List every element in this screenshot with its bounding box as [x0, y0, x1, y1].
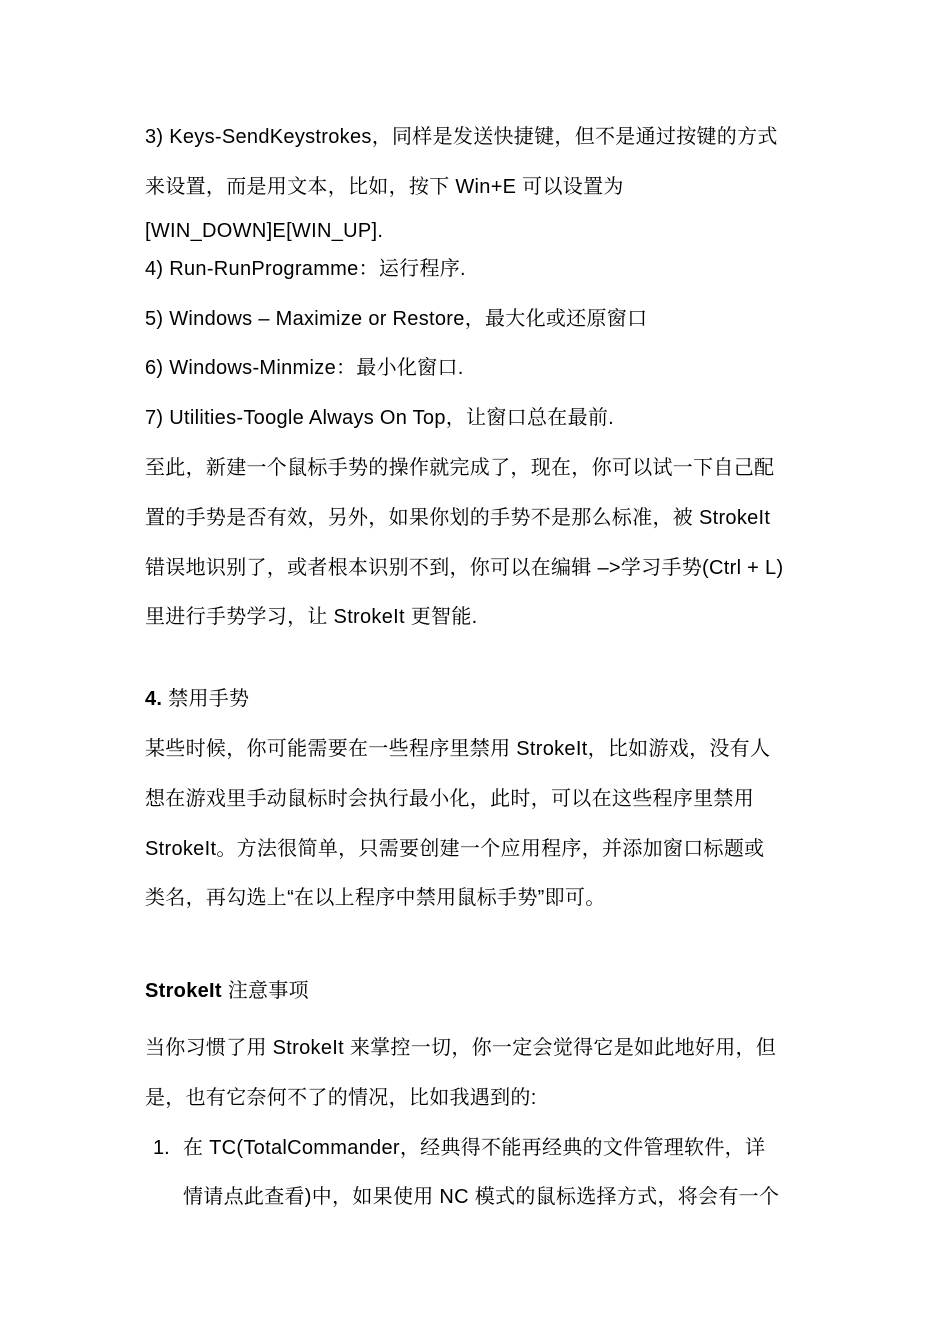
text-line: 里进行手势学习，让 StrokeIt 更智能.	[145, 606, 478, 628]
text-line: 至此，新建一个鼠标手势的操作就完成了，现在，你可以试一下自己配	[145, 457, 775, 479]
text-line: 7) Utilities-Toogle Always On Top，让窗口总在最前.	[145, 407, 615, 429]
section-heading	[145, 979, 309, 1003]
section-number: 4.	[145, 688, 163, 710]
section-title: 注意事项	[227, 980, 309, 1002]
text-line: 错误地识别了，或者根本识别不到，你可以在编辑 –>学习手势(Ctrl + L)	[145, 557, 784, 579]
list-item-line: 情请点此查看)中，如果使用 NC 模式的鼠标选择方式，将会有一个	[183, 1186, 780, 1208]
text-line: 置的手势是否有效，另外，如果你划的手势不是那么标准，被 StrokeIt	[145, 507, 771, 529]
section-heading	[145, 687, 249, 711]
text-line: 某些时候，你可能需要在一些程序里禁用 StrokeIt，比如游戏，没有人	[145, 738, 771, 760]
text-line: 3) Keys-SendKeystrokes，同样是发送快捷键，但不是通过按键的方式	[145, 126, 778, 148]
text-line: 是，也有它奈何不了的情况，比如我遇到的:	[145, 1087, 537, 1109]
text-line: 4) Run-RunProgramme：运行程序.	[145, 258, 466, 280]
text-line: 6) Windows-Minmize：最小化窗口.	[145, 357, 464, 379]
list-item-line: 在 TC(TotalCommander，经典得不能再经典的文件管理软件，详	[183, 1137, 766, 1159]
text-line: 想在游戏里手动鼠标时会执行最小化，此时，可以在这些程序里禁用	[145, 788, 754, 810]
text-line: 5) Windows – Maximize or Restore，最大化或还原窗口	[145, 308, 648, 330]
text-line: 类名，再勾选上“在以上程序中禁用鼠标手势”即可。	[145, 887, 606, 909]
section-title: 禁用手势	[168, 688, 250, 710]
text-line: 来设置，而是用文本，比如，按下 Win+E 可以设置为	[145, 176, 624, 198]
list-number: 1.	[153, 1137, 170, 1159]
section-title-bold: StrokeIt	[145, 980, 222, 1002]
text-line: StrokeIt。方法很简单，只需要创建一个应用程序，并添加窗口标题或	[145, 838, 765, 860]
text-line: 当你习惯了用 StrokeIt 来掌控一切，你一定会觉得它是如此地好用，但	[145, 1037, 777, 1059]
text-line: [WIN_DOWN]E[WIN_UP].	[145, 220, 384, 242]
